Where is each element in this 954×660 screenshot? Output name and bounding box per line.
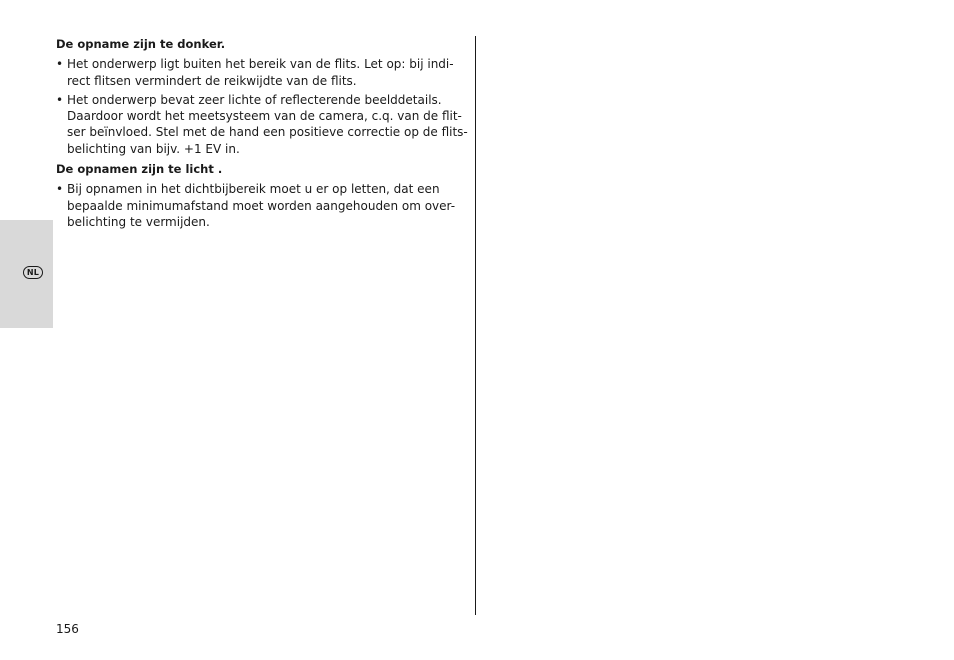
bullet-marker: • bbox=[56, 92, 64, 107]
bullet-list bbox=[56, 181, 468, 230]
text-line: bepaalde minimumafstand moet worden aangehouden om over- bbox=[67, 198, 456, 213]
left-column-content bbox=[56, 36, 468, 234]
text-line: Daardoor wordt het meetsysteem van de camera, c.q. van de flit- bbox=[67, 109, 462, 124]
list-item bbox=[56, 181, 468, 230]
bullet-marker: • bbox=[56, 57, 64, 72]
text-line: Bij opnamen in het dichtbijbereik moet u er op letten, dat een bbox=[67, 182, 440, 197]
text-line: Het onderwerp bevat zeer lichte of reflecterende beelddetails. bbox=[67, 92, 442, 107]
language-badge: NL bbox=[23, 266, 43, 279]
section-heading: De opnamen zijn te licht . bbox=[56, 162, 223, 177]
section-too-dark bbox=[56, 36, 468, 157]
text-line: belichting van bijv. +1 EV in. bbox=[67, 141, 240, 156]
list-item bbox=[56, 92, 468, 157]
text-line: Het onderwerp ligt buiten het bereik van de flits. Let op: bij indi- bbox=[67, 57, 454, 72]
text-line: rect flitsen vermindert de reikwijdte van de flits. bbox=[67, 73, 357, 88]
bullet-marker: • bbox=[56, 182, 64, 197]
column-divider bbox=[475, 36, 476, 615]
bullet-list bbox=[56, 56, 468, 157]
page-number: 156 bbox=[56, 622, 79, 636]
text-line: belichting te vermijden. bbox=[67, 214, 210, 229]
section-too-light bbox=[56, 161, 468, 230]
text-line: ser beïnvloed. Stel met de hand een positieve correctie op de flits- bbox=[67, 125, 468, 140]
section-heading: De opname zijn te donker. bbox=[56, 37, 226, 51]
list-item bbox=[56, 56, 468, 89]
